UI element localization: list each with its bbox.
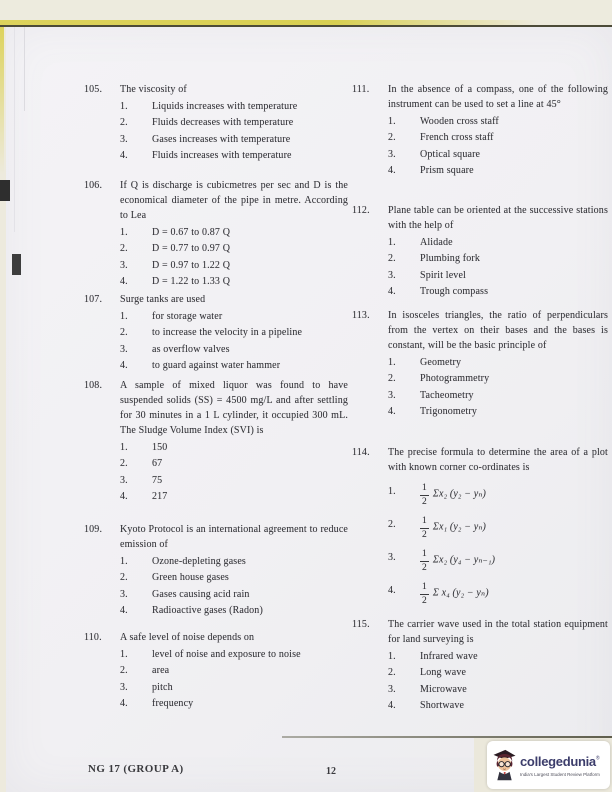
option-text: Prism square [420, 165, 474, 176]
fraction-numerator: 1 [420, 517, 429, 529]
answer-option [84, 680, 348, 695]
answer-option [352, 130, 608, 145]
option-number: 4. [388, 165, 396, 176]
option-text: D = 0.67 to 0.87 Q [152, 226, 231, 238]
option-number: 4. [388, 286, 396, 297]
option-text: 75 [152, 474, 163, 486]
question-number: 110. [84, 632, 102, 643]
answer-option [84, 148, 348, 163]
binding-mark [0, 180, 10, 201]
option-number: 2. [120, 458, 128, 469]
question-head [84, 378, 348, 438]
exam-code: NG 17 (GROUP A) [88, 763, 184, 775]
question-110 [84, 630, 348, 711]
option-number: 2. [120, 117, 128, 128]
question-number: 112. [352, 205, 370, 216]
question-112 [352, 203, 608, 299]
option-text: Gases increases with temperature [152, 133, 291, 145]
question-105 [84, 82, 348, 163]
formula-body: Σ x₄ (y₂ − yₙ) [432, 587, 489, 599]
question-stem: If Q is discharge is cubicmetres per sec and D is the economical diameter of the pipe in metre. According to Lea [120, 180, 348, 221]
logo-text-block [520, 753, 600, 778]
option-text: D = 0.97 to 1.22 Q [152, 259, 231, 271]
option-number: 4. [388, 585, 396, 596]
page-number: 12 [326, 766, 336, 777]
paper-edge-line [14, 27, 15, 232]
logo-tagline: India's Largest Student Review Platform [520, 772, 600, 778]
answer-option [84, 440, 348, 455]
answer-option [84, 325, 348, 340]
answer-option [84, 473, 348, 488]
question-114 [352, 445, 608, 607]
answer-option [352, 404, 608, 419]
option-text: Geometry [420, 356, 462, 368]
question-108 [84, 378, 348, 504]
registered-mark-icon: ® [595, 755, 600, 762]
option-text: Shortwave [420, 700, 465, 711]
question-head [84, 522, 348, 552]
option-number: 4. [120, 360, 128, 371]
question-115 [352, 617, 608, 713]
option-text: frequency [152, 698, 194, 709]
question-number: 109. [84, 524, 103, 535]
answer-option [84, 456, 348, 471]
logo-brand-text: collegedunia [520, 753, 596, 769]
option-number: 3. [120, 681, 128, 693]
answer-option [84, 342, 348, 357]
answer-option [84, 115, 348, 130]
option-text: Gases causing acid rain [152, 588, 250, 600]
answer-option [84, 309, 348, 324]
collegedunia-mascot-icon [491, 748, 518, 782]
paper-edge-line [24, 27, 25, 111]
fraction-half [420, 583, 429, 606]
answer-option [352, 284, 608, 299]
fraction-denominator: 2 [422, 529, 427, 540]
question-column-left [84, 74, 348, 734]
answer-option [352, 550, 608, 574]
question-stem: A safe level of noise depends on [120, 632, 255, 643]
fraction-numerator: 1 [420, 583, 429, 595]
option-number: 3. [120, 588, 128, 600]
option-number: 2. [120, 243, 128, 254]
question-106 [84, 178, 348, 289]
fraction-numerator: 1 [420, 550, 429, 562]
option-number: 2. [120, 327, 128, 338]
option-number: 3. [388, 552, 396, 563]
option-text: Long wave [420, 667, 467, 678]
option-number: 2. [120, 572, 128, 583]
question-109 [84, 522, 348, 618]
option-number: 1. [120, 648, 128, 660]
answer-option [352, 371, 608, 386]
question-number: 108. [84, 380, 103, 391]
scanner-background-top [0, 0, 612, 21]
option-text: Spirit level [420, 269, 466, 281]
question-head [352, 308, 608, 353]
answer-option [84, 570, 348, 585]
option-text: to increase the velocity in a pipeline [152, 327, 303, 338]
collegedunia-logo [487, 741, 610, 789]
option-number: 2. [388, 253, 396, 264]
answer-option [352, 251, 608, 266]
question-number: 111. [352, 84, 370, 95]
option-number: 3. [120, 343, 128, 355]
option-number: 4. [388, 700, 396, 711]
option-number: 3. [388, 683, 396, 695]
option-number: 2. [388, 132, 396, 143]
option-text: Fluids decreases with temperature [152, 117, 294, 128]
option-number: 1. [120, 441, 128, 453]
formula-body: Σx₂ (y₄ − yₙ₋₁) [432, 554, 496, 566]
option-text: Alidade [420, 236, 453, 248]
formula-body: Σx₂ (y₂ − yₙ) [432, 488, 487, 500]
question-number: 114. [352, 447, 370, 458]
option-number: 3. [388, 269, 396, 281]
option-number: 4. [120, 605, 128, 616]
option-number: 2. [388, 519, 396, 530]
option-number: 4. [120, 698, 128, 709]
option-number: 2. [120, 665, 128, 676]
question-111 [352, 82, 608, 178]
binding-mark [12, 254, 21, 275]
question-stem: The viscosity of [120, 84, 187, 95]
question-number: 113. [352, 310, 370, 321]
answer-option [352, 665, 608, 680]
question-113 [352, 308, 608, 419]
option-number: 1. [120, 226, 128, 238]
option-text: D = 0.77 to 0.97 Q [152, 243, 231, 254]
option-number: 3. [388, 148, 396, 160]
option-number: 2. [388, 373, 396, 384]
answer-option [84, 358, 348, 373]
option-text: D = 1.22 to 1.33 Q [152, 276, 231, 287]
option-number: 4. [120, 276, 128, 287]
option-number: 1. [120, 555, 128, 567]
answer-option [84, 225, 348, 240]
question-stem: In isosceles triangles, the ratio of perpendiculars from the vertex on their bases and the bases is constant, will be the basic principle of [388, 310, 608, 351]
option-number: 1. [388, 236, 396, 248]
option-number: 4. [120, 150, 128, 161]
fraction-half [420, 484, 429, 507]
question-number: 115. [352, 619, 370, 630]
option-text: to guard against water hammer [152, 360, 281, 371]
option-text: for storage water [152, 310, 223, 322]
option-text: Ozone-depleting gases [152, 555, 246, 567]
option-text: 67 [152, 458, 163, 469]
option-number: 3. [388, 389, 396, 401]
yellow-page-edge-left [0, 27, 4, 175]
answer-option [352, 517, 608, 541]
option-text: Tacheometry [420, 389, 474, 401]
option-number: 1. [388, 356, 396, 368]
answer-option [84, 99, 348, 114]
option-number: 1. [120, 100, 128, 112]
option-text: Radioactive gases (Radon) [152, 605, 263, 616]
answer-option [84, 647, 348, 662]
answer-option [352, 147, 608, 162]
answer-option [352, 355, 608, 370]
option-text: Infrared wave [420, 650, 478, 662]
answer-option [84, 587, 348, 602]
option-number: 4. [388, 406, 396, 417]
question-stem: Surge tanks are used [120, 294, 206, 305]
question-stem: In the absence of a compass, one of the following instrument can be used to set a line at 45° [388, 84, 608, 110]
option-text: area [152, 665, 170, 676]
question-column-right [352, 74, 608, 734]
question-number: 106. [84, 180, 103, 191]
answer-option [84, 258, 348, 273]
question-head [352, 203, 608, 233]
fraction-denominator: 2 [422, 595, 427, 606]
question-number: 105. [84, 84, 103, 95]
option-number: 1. [388, 115, 396, 127]
answer-option [84, 241, 348, 256]
option-text: Trigonometry [420, 406, 477, 417]
question-head [352, 617, 608, 647]
question-head [352, 445, 608, 475]
answer-option [84, 132, 348, 147]
answer-option [84, 663, 348, 678]
question-stem: The carrier wave used in the total station equipment for land surveying is [388, 619, 608, 645]
fraction-denominator: 2 [422, 562, 427, 573]
question-head [84, 178, 348, 223]
answer-option [352, 484, 608, 508]
question-stem: Plane table can be oriented at the successive stations with the help of [388, 205, 608, 231]
option-text: Optical square [420, 148, 481, 160]
question-stem: A sample of mixed liquor was found to have suspended solids (SS) = 4500 mg/L and after settling for 30 minutes in a 1 L cylinder, it occupied 300 mL. The Sludge Volume Index (SVI) is [120, 380, 348, 436]
question-number: 107. [84, 294, 103, 305]
answer-option [352, 163, 608, 178]
option-text: pitch [152, 681, 173, 693]
option-number: 2. [388, 667, 396, 678]
fraction-half [420, 550, 429, 573]
option-number: 1. [388, 486, 396, 497]
option-text: 217 [152, 491, 168, 502]
option-text: Green house gases [152, 572, 229, 583]
question-107 [84, 292, 348, 373]
option-text: Fluids increases with temperature [152, 150, 292, 161]
fraction-half [420, 517, 429, 540]
formula-body: Σx₁ (y₂ − yₙ) [432, 521, 487, 533]
answer-option [352, 388, 608, 403]
option-number: 3. [120, 259, 128, 271]
question-head [84, 292, 348, 307]
answer-option [352, 114, 608, 129]
option-text: Wooden cross staff [420, 115, 499, 127]
answer-option [84, 603, 348, 618]
answer-option [84, 489, 348, 504]
option-number: 1. [120, 310, 128, 322]
answer-option [352, 698, 608, 713]
answer-option [352, 268, 608, 283]
option-text: French cross staff [420, 132, 494, 143]
question-stem: Kyoto Protocol is an international agreement to reduce emission of [120, 524, 348, 550]
answer-option [84, 554, 348, 569]
question-head [352, 82, 608, 112]
option-text: 150 [152, 441, 168, 453]
option-text: Photogrammetry [420, 373, 490, 384]
answer-option [352, 235, 608, 250]
option-text: Microwave [420, 683, 467, 695]
fraction-numerator: 1 [420, 484, 429, 496]
fraction-denominator: 2 [422, 496, 427, 507]
answer-option [84, 696, 348, 711]
page-edge-shadow-top [0, 25, 612, 27]
answer-option [352, 583, 608, 607]
option-number: 3. [120, 133, 128, 145]
option-number: 4. [120, 491, 128, 502]
option-text: level of noise and exposure to noise [152, 648, 301, 660]
answer-option [352, 649, 608, 664]
option-text: Plumbing fork [420, 253, 481, 264]
question-head [84, 82, 348, 97]
option-text: Trough compass [420, 286, 489, 297]
option-number: 3. [120, 474, 128, 486]
question-stem: The precise formula to determine the area of a plot with known corner co-ordinates is [388, 447, 608, 473]
question-head [84, 630, 348, 645]
option-text: Liquids increases with temperature [152, 100, 298, 112]
option-text: as overflow valves [152, 343, 230, 355]
answer-option [352, 682, 608, 697]
answer-option [84, 274, 348, 289]
option-number: 1. [388, 650, 396, 662]
